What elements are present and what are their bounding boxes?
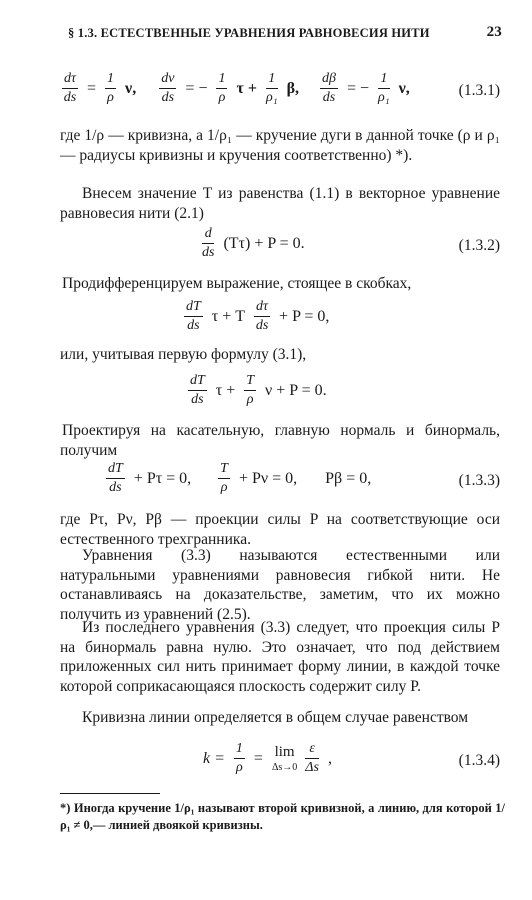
footnote-rule: [60, 793, 160, 794]
fraction: $\frac{1}{\rho}$: [235, 741, 243, 775]
equation-label: (1.3.3): [458, 472, 500, 489]
fraction: $\frac{\varepsilon}{\Delta s}$: [305, 741, 319, 775]
fraction: $\frac{d\beta}{ds}$: [322, 71, 336, 105]
paragraph: Уравнения (3.3) называются естественными или натуральными уравнениями равновесия гибкой нити. Не останавливаясь на доказательстве, заметим, что их можно получить из уравнений (2.5).: [60, 547, 500, 623]
page-number: 23: [486, 24, 502, 40]
paragraph: Из последнего уравнения (3.3) следует, что проекция силы P на бинормаль равна нулю. Это означает, что под действием приложенных сил нить принимает форму линии, в каждой точке которой соприкасающаяся плоскость содержит силу P.: [60, 619, 500, 695]
fraction: $\frac{d\tau}{ds}$: [63, 71, 77, 105]
paragraph: где 1/ρ — кривизна, а 1/ρ₁ — кручение дуги в данной точке (ρ и ρ₁ — радиусы кривизны и кручения соответственно) *).: [60, 127, 500, 164]
fraction: $\frac{dT}{ds}$: [108, 461, 123, 495]
equation-1-3-1: $\frac{d\tau}{ds}$ = $\frac{1}{\rho}$ ν, $\frac{d\nu}{ds}$ = − $\frac{1}{\rho}$ τ + $\frac{1}{\text{ρ₁}}$ β, $\frac{d\beta}{ds}$ = − $\frac{1}{\text{ρ₁}}$ ν, (1.3.1): [63, 71, 500, 105]
paragraph: Кривизна линии определяется в общем случае равенством: [82, 709, 469, 726]
fraction: $\frac{1}{\rho}$: [107, 71, 115, 105]
fraction: $\frac{T}{\rho}$: [220, 461, 228, 495]
limit-operator: lim Δs→0: [271, 743, 298, 773]
fraction: $\frac{T}{\rho}$: [246, 373, 255, 407]
equation-label: (1.3.4): [458, 752, 500, 769]
fraction: $\frac{1}{\rho}$: [218, 71, 226, 105]
equation-first-formula: $\frac{dT}{ds}$ τ + $\frac{T}{\rho}$ ν + P = 0.: [190, 373, 327, 407]
fraction: $\frac{1}{\text{ρ₁}}$: [378, 71, 390, 105]
fraction: $\frac{d}{ds}$: [202, 226, 215, 260]
paragraph: Продифференцируем выражение, стоящее в скобках,: [62, 275, 412, 292]
fraction: $\frac{d\nu}{ds}$: [161, 71, 175, 105]
equation-1-3-3: $\frac{dT}{ds}$ + Pτ = 0, $\frac{T}{\rho}$ + Pν = 0, Pβ = 0, (1.3.3): [108, 461, 500, 495]
fraction: $\frac{dT}{ds}$: [190, 373, 205, 407]
footnote: *) Иногда кручение 1/ρ₁ называют второй кривизной, а линию, для которой 1/ρ₁ ≠ 0,— линией двоякой кривизны.: [60, 801, 505, 832]
paragraph: или, учитывая первую формулу (3.1),: [60, 346, 307, 363]
equation-1-3-2: $\frac{d}{ds}$ (Tτ) + P = 0. (1.3.2): [202, 226, 500, 260]
fraction: $\frac{dT}{ds}$: [186, 299, 201, 333]
fraction: $\frac{d\tau}{ds}$: [255, 299, 269, 333]
section-title: § 1.3. ЕСТЕСТВЕННЫЕ УРАВНЕНИЯ РАВНОВЕСИЯ НИТИ: [68, 26, 430, 40]
paragraph: Проектируя на касательную, главную нормаль и бинормаль, получим: [60, 422, 500, 459]
paragraph: где Pτ, Pν, Pβ — проекции силы P на соответствующие оси естественного трехгранника.: [60, 511, 500, 548]
paragraph: Внесем значение T из равенства (1.1) в векторное уравнение равновесия нити (2.1): [60, 185, 500, 222]
equation-differentiated: $\frac{dT}{ds}$ τ + T $\frac{d\tau}{ds}$ + P = 0,: [186, 299, 330, 333]
equation-label: (1.3.2): [458, 237, 500, 254]
equation-1-3-4: k = $\frac{1}{\rho}$ = lim Δs→0 $\frac{\varepsilon}{\Delta s}$ , (1.3.4): [203, 741, 500, 775]
fraction: $\frac{1}{\text{ρ₁}}$: [265, 71, 278, 105]
equation-label: (1.3.1): [458, 82, 500, 99]
